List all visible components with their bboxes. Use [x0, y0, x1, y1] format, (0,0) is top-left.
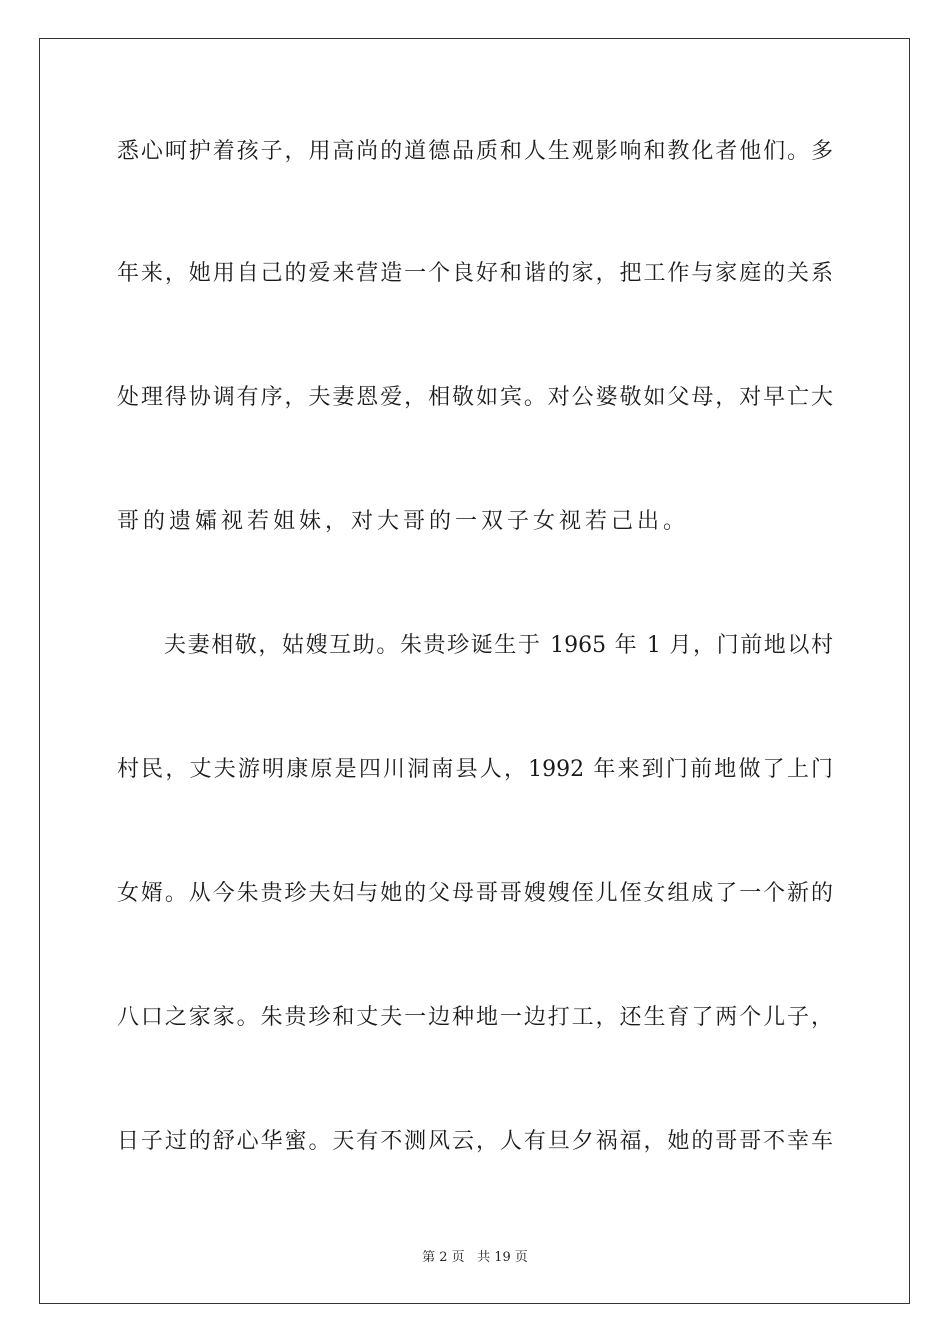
page-border	[39, 38, 910, 1304]
text-line-8: 八口之家家。朱贵珍和丈夫一边种地一边打工，还生育了两个儿子，	[117, 1005, 833, 1030]
text-line-4: 哥的遗孀视若姐妹，对大哥的一双子女视若己出。	[117, 509, 690, 534]
text-line-7: 女婿。从今朱贵珍夫妇与她的父母哥哥嫂嫂侄儿侄女组成了一个新的	[117, 881, 833, 906]
text-line-6: 村民，丈夫游明康原是四川洞南县人，1992 年来到门前地做了上门	[117, 757, 833, 782]
text-line-3: 处理得协调有序，夫妻恩爱，相敬如宾。对公婆敬如父母，对早亡大	[117, 385, 833, 410]
total-pages: 共 19 页	[477, 1250, 528, 1265]
page-footer	[0, 1246, 950, 1265]
text-line-1: 悉心呵护着孩子，用高尚的道德品质和人生观影响和教化者他们。多	[117, 139, 833, 164]
page-number: 第 2 页	[422, 1250, 465, 1265]
text-line-9: 日子过的舒心华蜜。天有不测风云，人有旦夕祸福，她的哥哥不幸车	[117, 1129, 833, 1154]
text-line-2: 年来，她用自己的爱来营造一个良好和谐的家，把工作与家庭的关系	[117, 261, 833, 286]
paragraph-2-first-line: 夫妻相敬，姑嫂互助。朱贵珍诞生于 1965 年 1 月，门前地以村	[164, 633, 833, 658]
